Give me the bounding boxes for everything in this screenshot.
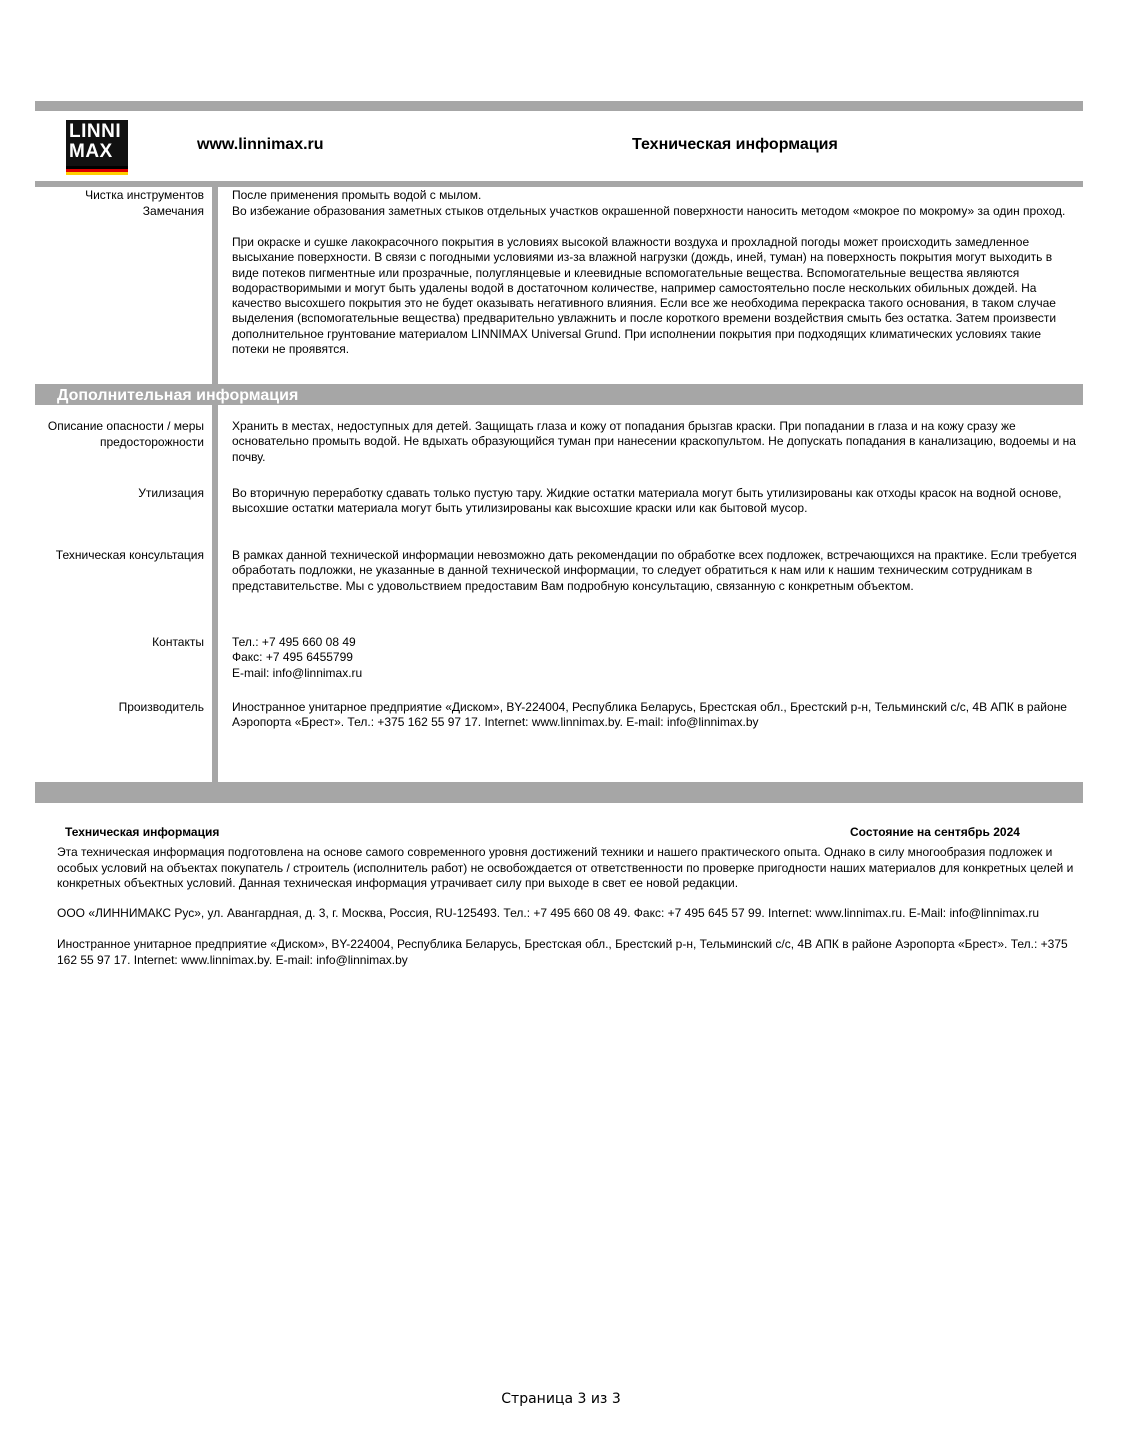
footer-bar [35,782,1083,803]
section-title: Дополнительная информация [57,387,299,404]
page-number: Страница 3 из 3 [501,1391,621,1407]
logo-line1: LINNI [69,121,122,142]
label-consultation: Техническая консультация [55,548,204,562]
header-top-rule [35,101,1083,111]
remarks-paragraph: При окраске и сушке лакокрасочного покрытия в условиях высокой влажности воздуха и прохладной погоды может происходить замедленное высыхание поверхности. В связи с погодными условиями из-за влажной нагрузки (дождь, иней, туман) на поверхность покрытия могут выходить в виде потеков пигментные или прозрачные, полуглянцевые и клеевидные вспомогательные вещества. Вспомогательные вещества являются водорастворимыми и могут быть удалены водой в достаточном количестве, например самостоятельно после нескольких обильных дождей. На качество высохшего покрытия это не будет оказывать негативного влияния. Если все же необходима перекраска такого основания, в таком случае выделения (вспомогательные вещества) предварительно увлажнить и после короткого времени воздействия смыть без остатка. Затем произвести дополнительное грунтование материалом LINNIMAX Universal Grund. При исполнении покрытия при подходящих климатических условиях такие потеки не проявятся. [232,235,1057,357]
label-remarks: Замечания [142,204,204,218]
label-hazard-text: Описание опасности / меры предосторожности [47,419,204,449]
flag-stripe-gold [66,172,128,175]
footer-left-title: Техническая информация [65,825,220,839]
text-manufacturer: Иностранное унитарное предприятие «Диском», BY-224004, Республика Беларусь, Брестская обл., Брестский р-н, Тельминский с/с, 4В АПК в районе Аэропорта «Брест». Тел.: +375 162 55 97 17. Internet: www.linnimax.by. E-mail: info@linnimax.by [232,700,1067,730]
label-tool-cleaning: Чистка инструментов [85,188,204,202]
logo-line2: MAX [69,141,113,162]
contact-fax: Факс: +7 495 6455799 [232,650,353,665]
label-disposal: Утилизация [138,486,204,500]
footer-disclaimer: Эта техническая информация подготовлена на основе самого современного уровня достижений техники и нашего практического опыта. Однако в силу многообразия подложек и особых условий на объектах покупатель / строитель (исполнитель работ) не освобождается от ответственности по проверке пригодности наших материалов для конкретных целей и конкретных объектных условий. Данная техническая информация утрачивает силу при выходе в свет ее новой редакции. [57,845,1074,890]
linnimax-logo [66,120,128,175]
column-divider-bottom [212,405,218,782]
footer-right-title: Состояние на сентябрь 2024 [850,825,1020,839]
contacts-block [232,635,1077,681]
label-hazard [34,419,204,450]
footer-company-by: Иностранное унитарное предприятие «Диском», BY-224004, Республика Беларусь, Брестская обл., Брестский р-н, Тельминский с/с, 4В АПК в районе Аэропорта «Брест». Тел.: +375 162 55 97 17. Internet: www.linnimax.by. E-mail: info@linnimax.by [57,937,1068,967]
footer-company-ru: ООО «ЛИННИМАКС Рус», ул. Авангардная, д. 3, г. Москва, Россия, RU-125493. Тел.: +7 495 660 08 49. Факс: +7 495 645 57 99. Internet: www.linnimax.ru. E-Mail: info@linnimax.ru [57,906,1039,920]
text-remarks: Во избежание образования заметных стыков отдельных участков окрашенной поверхности наносить методом «мокрое по мокрому» за один проход. [232,204,1066,218]
column-divider-top [212,187,218,384]
text-tool-cleaning: После применения промыть водой с мылом. [232,188,482,202]
contact-phone: Тел.: +7 495 660 08 49 [232,635,356,649]
text-disposal: Во вторичную переработку сдавать только пустую тару. Жидкие остатки материала могут быть утилизированы как отходы красок на водной основе, высохшие остатки материала могут быть утилизированы как высохшие краски или как бытовой мусор. [232,486,1062,516]
contact-email: E-mail: info@linnimax.ru [232,665,363,680]
header-title: Техническая информация [632,136,838,153]
header-bottom-rule [35,181,1083,187]
text-hazard: Хранить в местах, недоступных для детей. Защищать глаза и кожу от попадания брызгав краски. При попадании в глаза и на кожу сразу же основательно промыть водой. Не вдыхать образующийся туман при нанесении краскопультом. Не допускать попадания в канализацию, водоемы и на почву. [232,419,1076,464]
label-contacts: Контакты [152,635,204,649]
text-consultation: В рамках данной технической информации невозможно дать рекомендации по обработке всех подложек, встречающихся на практике. Если требуется обработать подложки, не указанные в данной технической информации, то следует обратиться к нам или к нашим техническим сотрудникам в представительстве. Мы с удовольствием предоставим Вам подробную консультацию, связанную с конкретным объектом. [232,548,1077,593]
header-website: www.linnimax.ru [197,136,324,153]
label-manufacturer: Производитель [118,700,204,714]
